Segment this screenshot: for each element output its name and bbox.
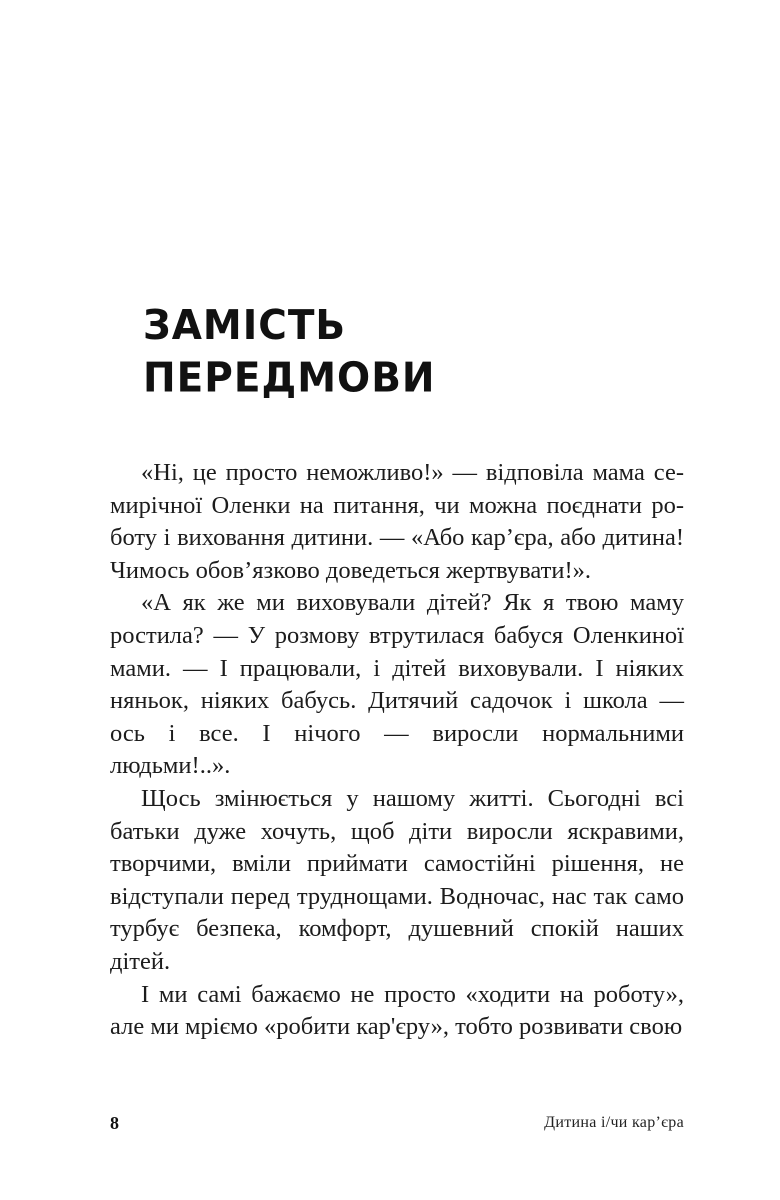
page-footer	[110, 1113, 684, 1137]
chapter-title-line-2: ПЕРЕДМОВИ	[143, 354, 436, 402]
page-number: 8	[110, 1113, 119, 1133]
body-text	[110, 457, 684, 1044]
paragraph-1: «Ні, це просто неможливо!» — відповіла мама семирічної Оленки на питання, чи можна поєднати роботу і виховання дитини. — «Або кар’єра, або дитина! Чимось обов’язково доведеться жертвувати!».	[110, 459, 684, 584]
paragraph-3: Щось змінюється у нашому житті. Сьогодні всі батьки дуже хочуть, щоб діти виросли яскравими, творчими, вміли приймати самостійні рішення, не відступали перед труднощами. Водночас, нас так само турбує безпека, комфорт, душевний спокій наших дітей.	[110, 784, 684, 975]
paragraph-4: І ми самі бажаємо не просто «ходити на роботу», але ми мріємо «робити кар'єру», тобто розвивати свою	[110, 980, 684, 1041]
chapter-title	[143, 300, 436, 405]
running-title: Дитина і/чи кар’єра	[544, 1114, 684, 1131]
chapter-title-line-1: ЗАМІСТЬ	[143, 302, 347, 350]
paragraph-2: «А як же ми виховували дітей? Як я твою маму ростила? — У розмову втрутилася бабуся Оленкиної мами. — І працювали, і дітей виховували. І ніяких няньок, ніяких бабусь. Дитячий садочок і школа — ось і все. І нічого — виросли нормальними людьми!..».	[110, 589, 684, 780]
